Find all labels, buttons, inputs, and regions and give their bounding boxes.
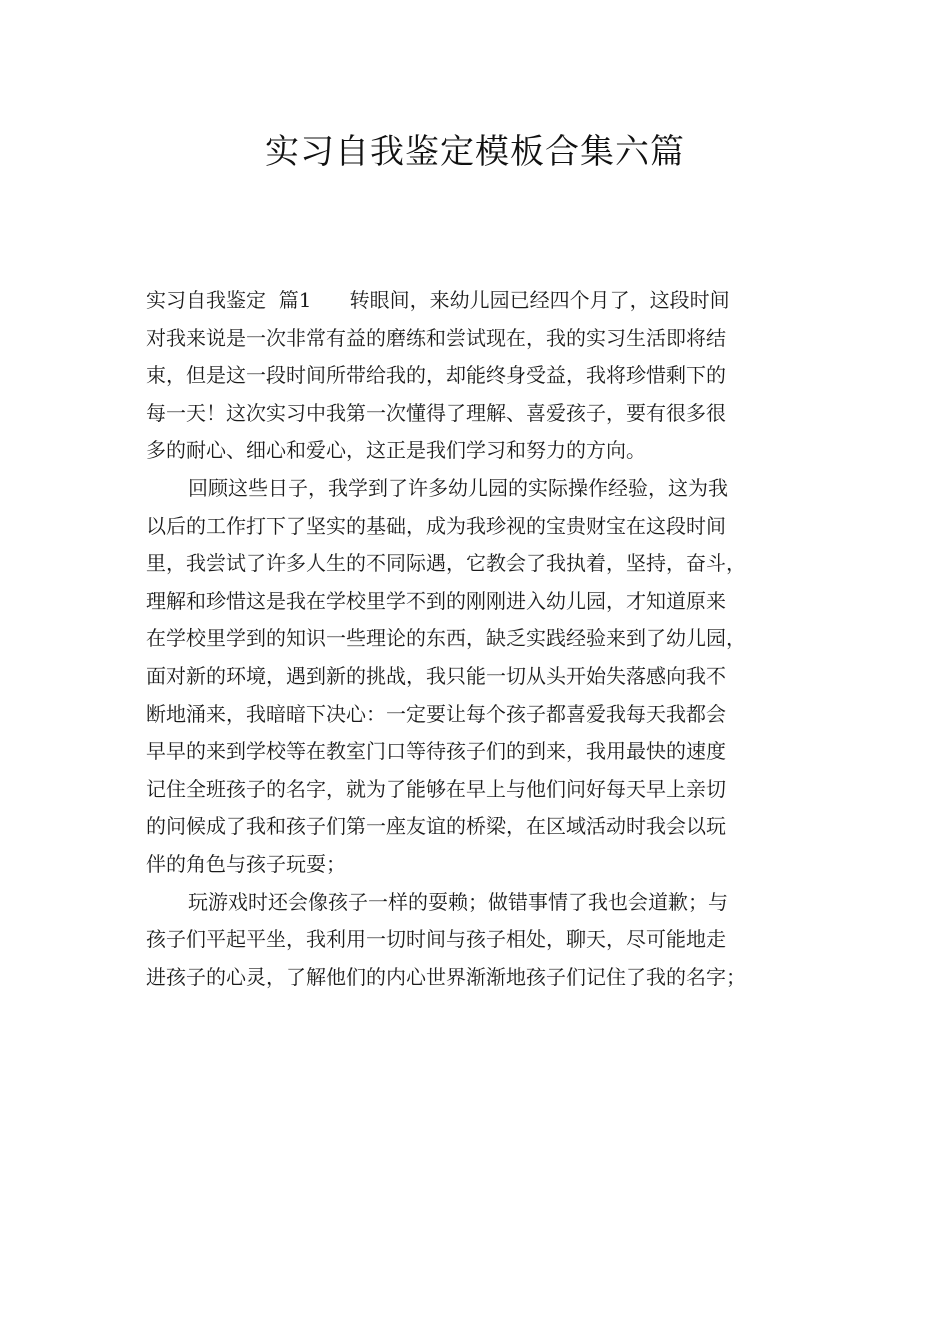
body-line: 断地涌来，我暗暗下决心：一定要让每个孩子都喜爱我每天我都会 <box>146 701 726 726</box>
document-body <box>146 282 826 996</box>
body-line: 里，我尝试了许多人生的不同际遇，它教会了我执着，坚持，奋斗， <box>146 551 746 576</box>
body-line: 理解和珍惜这是我在学校里学不到的刚刚进入幼儿园，才知道原来 <box>146 588 726 613</box>
body-line: 束，但是这一段时间所带给我的，却能终身受益，我将珍惜剩下的 <box>146 363 726 388</box>
body-line: 多的耐心、细心和爱心，这正是我们学习和努力的方向。 <box>146 438 646 463</box>
body-line: 实习自我鉴定 篇1 转眼间，来幼儿园已经四个月了，这段时间 <box>146 288 730 312</box>
body-line: 面对新的环境，遇到新的挑战，我只能一切从头开始失落感向我不 <box>146 663 726 688</box>
body-line: 记住全班孩子的名字，就为了能够在早上与他们问好每天早上亲切 <box>146 776 726 801</box>
body-line: 早早的来到学校等在教室门口等待孩子们的到来，我用最快的速度 <box>146 739 726 764</box>
body-line: 进孩子的心灵，了解他们的内心世界渐渐地孩子们记住了我的名字； <box>146 964 746 989</box>
body-line: 伴的角色与孩子玩耍； <box>146 851 346 876</box>
body-line: 回顾这些日子，我学到了许多幼儿园的实际操作经验，这为我 <box>188 475 728 500</box>
body-line: 每一天！这次实习中我第一次懂得了理解、喜爱孩子，要有很多很 <box>146 400 726 425</box>
body-line: 在学校里学到的知识一些理论的东西，缺乏实践经验来到了幼儿园， <box>146 626 746 651</box>
body-line: 对我来说是一次非常有益的磨练和尝试现在，我的实习生活即将结 <box>146 325 726 350</box>
document-title: 实习自我鉴定模板合集六篇 <box>265 132 685 172</box>
body-line: 以后的工作打下了坚实的基础，成为我珍视的宝贵财宝在这段时间 <box>146 513 726 538</box>
body-line: 的问候成了我和孩子们第一座友谊的桥梁，在区域活动时我会以玩 <box>146 814 726 839</box>
body-line: 孩子们平起平坐，我利用一切时间与孩子相处，聊天，尽可能地走 <box>146 927 726 952</box>
body-line: 玩游戏时还会像孩子一样的耍赖；做错事情了我也会道歉；与 <box>188 889 728 914</box>
